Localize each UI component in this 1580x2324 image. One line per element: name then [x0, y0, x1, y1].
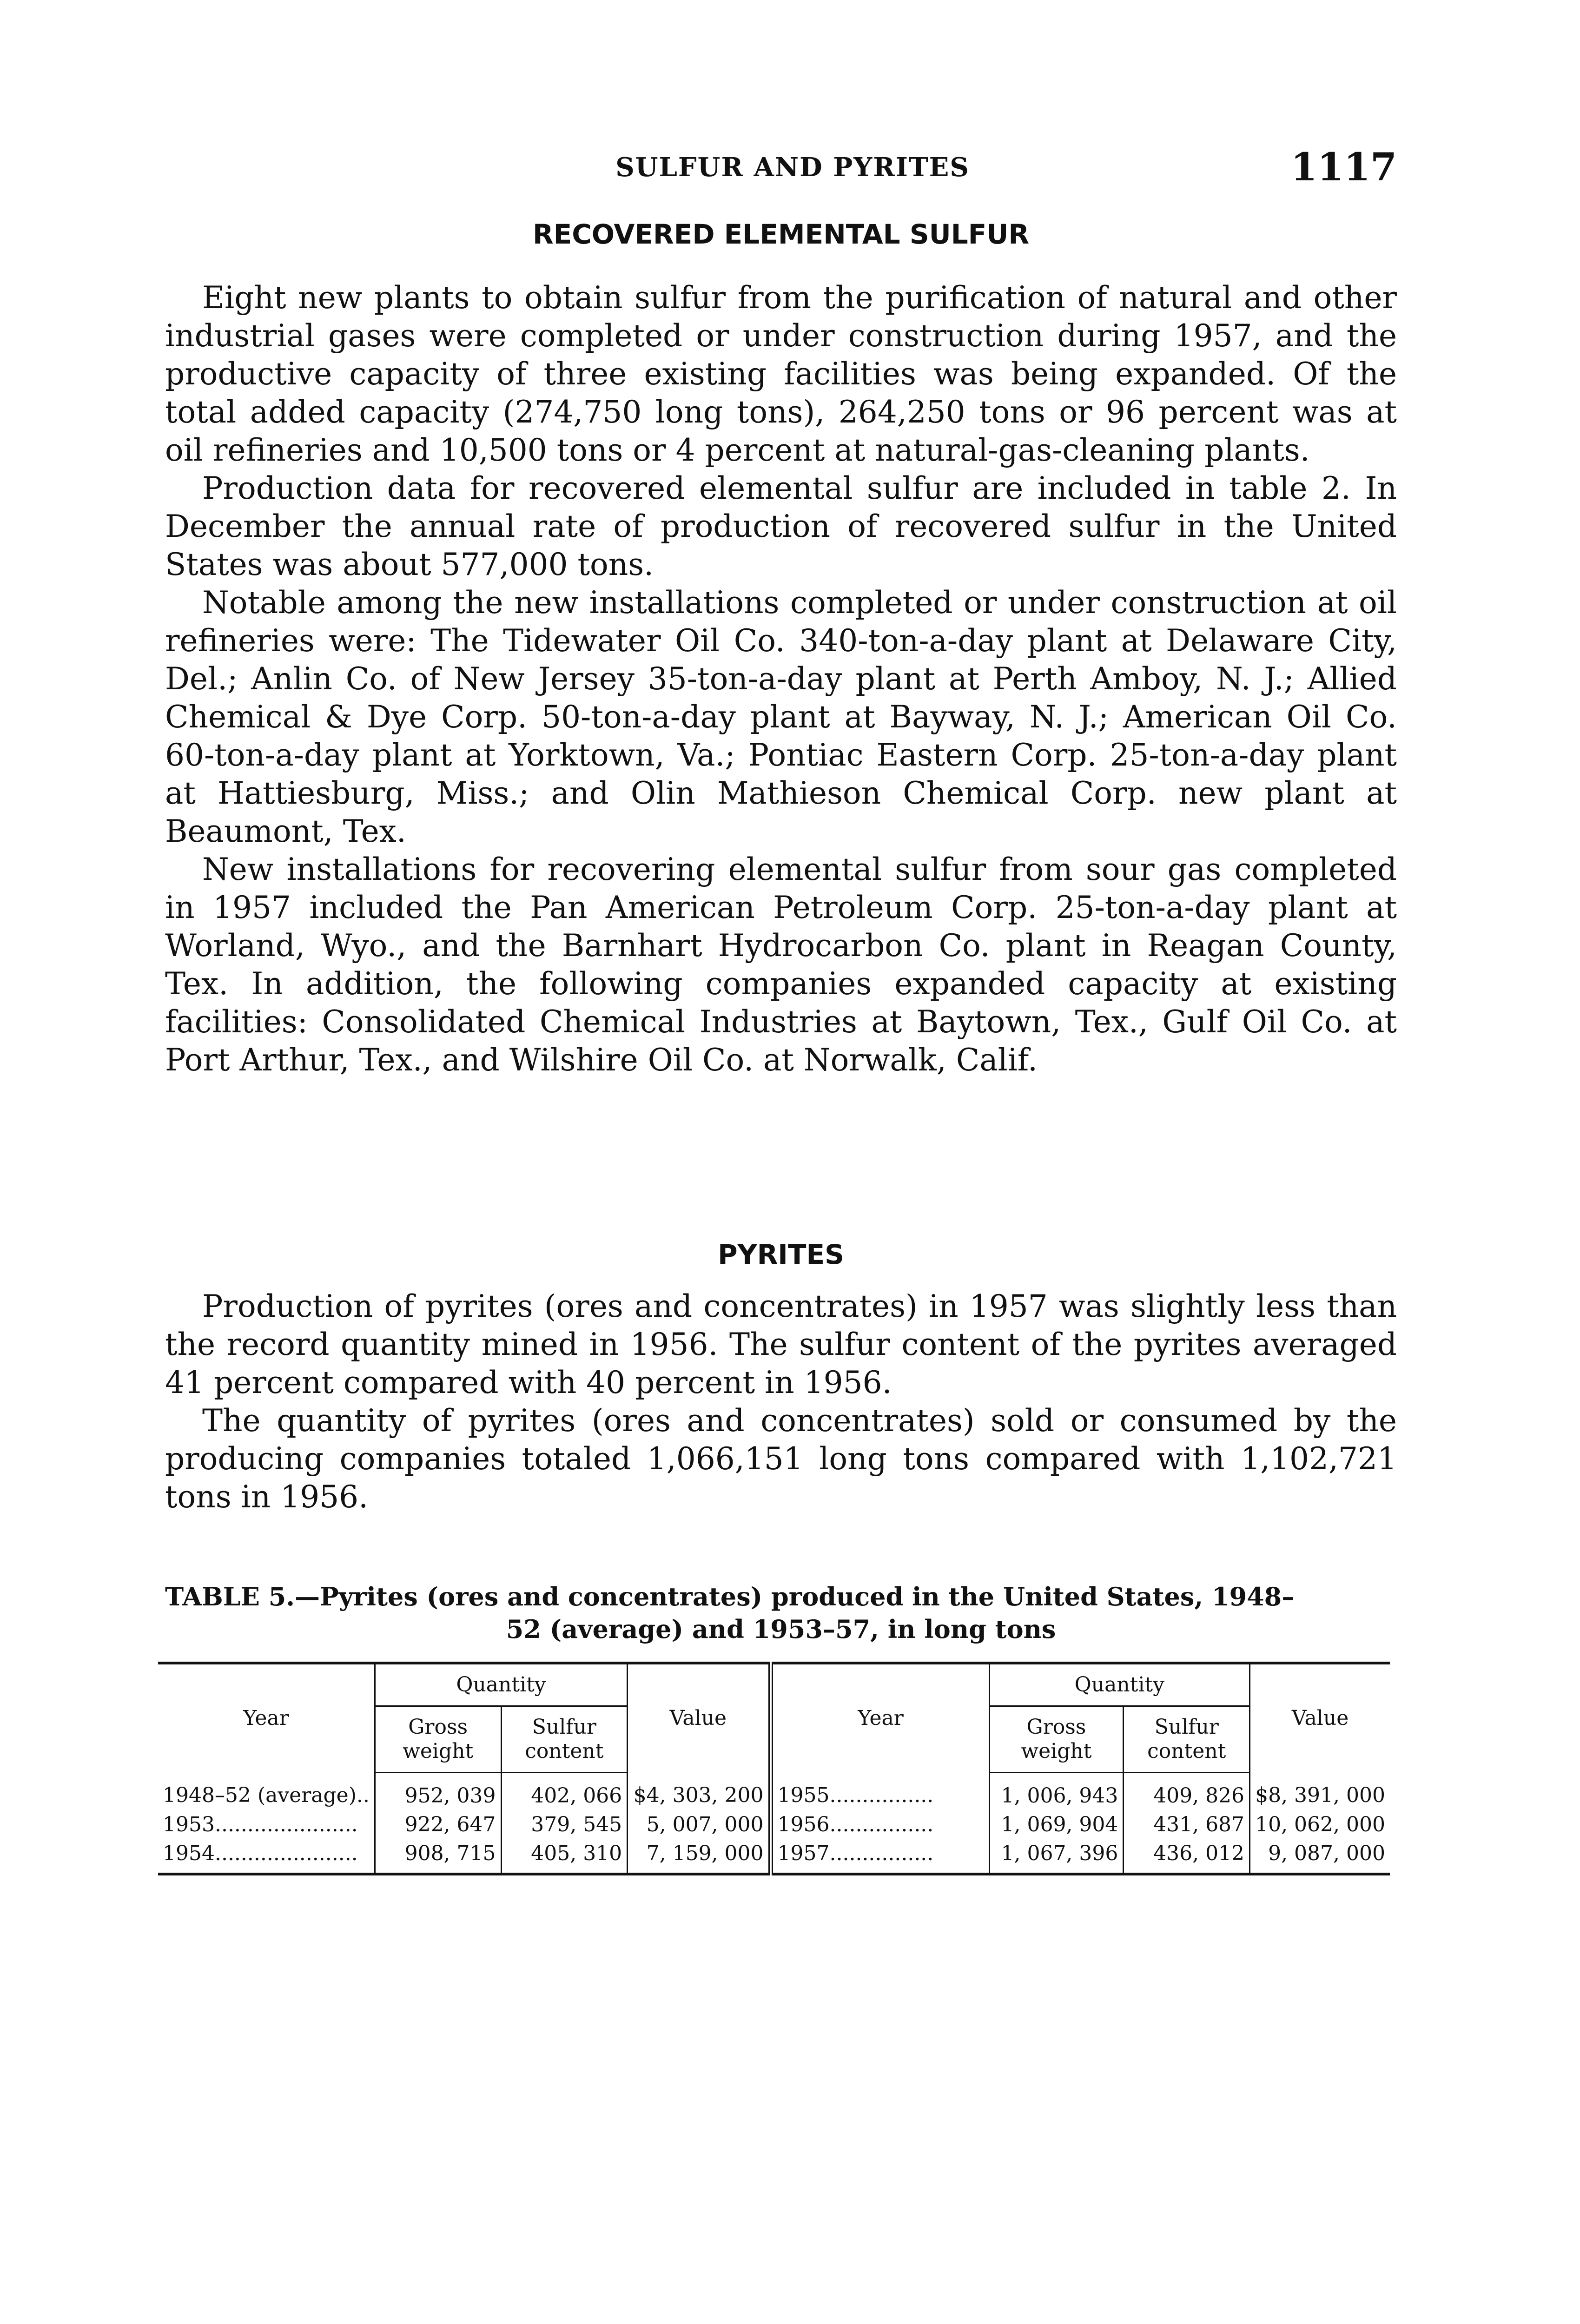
cell-value: $8, 391, 000 [1250, 1773, 1390, 1811]
cell-value: 9, 087, 000 [1250, 1839, 1390, 1874]
running-title: SULFUR AND PYRITES [615, 152, 970, 183]
cell-value: $4, 303, 200 [628, 1773, 771, 1811]
paragraph: Eight new plants to obtain sulfur from the purification of natural and other industrial gases were completed or under construction during 1957, and the productive capacity of three existing facilities was being expanded. Of the total added capacity (274,750 long tons), 264,250 tons or 96 percent was at oil refineries and 10,500 tons or 4 percent at natural-gas-cleaning plants. [165, 280, 1397, 468]
cell-value: 5, 007, 000 [628, 1810, 771, 1839]
col-header-sulfur-content: Sulfur content [1124, 1706, 1250, 1773]
cell-gross-weight: 952, 039 [375, 1773, 501, 1811]
table-caption [165, 1580, 1397, 1645]
paragraph: The quantity of pyrites (ores and concentrates) sold or consumed by the producing companies totaled 1,066,151 long tons compared with 1,102,721 tons in 1956. [165, 1403, 1397, 1515]
col-header-value: Value [1250, 1663, 1390, 1773]
cell-year: 1948–52 (average).. [163, 1783, 370, 1808]
cell-gross-weight: 922, 647 [375, 1810, 501, 1839]
table-row [158, 1839, 1390, 1874]
col-header-quantity: Quantity [375, 1663, 627, 1706]
cell-sulfur-content: 436, 012 [1124, 1839, 1250, 1874]
cell-sulfur-content: 409, 826 [1124, 1773, 1250, 1811]
cell-gross-weight: 1, 006, 943 [989, 1773, 1124, 1811]
pyrites-table [158, 1662, 1390, 1875]
cell-gross-weight: 1, 069, 904 [989, 1810, 1124, 1839]
cell-value: 10, 062, 000 [1250, 1810, 1390, 1839]
paragraph: Notable among the new installations completed or under construction at oil refineries were: The Tidewater Oil Co. 340-ton-a-day plant at Delaware City, Del.; Anlin Co. of New Jersey 35-ton-a-day plant at Perth Amboy, N. J.; Allied Chemical & Dye Corp. 50-ton-a-day plant at Bayway, N. J.; American Oil Co. 60-ton-a-day plant at Yorktown, Va.; Pontiac Eastern Corp. 25-ton-a-day plant at Hattiesburg, Miss.; and Olin Mathieson Chemical Corp. new plant at Beaumont, Tex. [165, 585, 1397, 849]
paragraph: Production of pyrites (ores and concentrates) in 1957 was slightly less than the record quantity mined in 1956. The sulfur content of the pyrites averaged 41 percent compared with 40 percent in 1956. [165, 1288, 1397, 1400]
cell-gross-weight: 908, 715 [375, 1839, 501, 1874]
table-row [158, 1773, 1390, 1811]
page-header [165, 139, 1397, 195]
col-header-year: Year [771, 1663, 990, 1773]
table-row [158, 1810, 1390, 1839]
cell-gross-weight: 1, 067, 396 [989, 1839, 1124, 1874]
cell-year: 1954...................... [158, 1839, 375, 1874]
col-header-sulfur-content: Sulfur content [501, 1706, 628, 1773]
cell-sulfur-content: 402, 066 [501, 1773, 628, 1811]
cell-value: 7, 159, 000 [628, 1839, 771, 1874]
cell-year: 1956................ [771, 1810, 990, 1839]
paragraph: New installations for recovering elemental sulfur from sour gas completed in 1957 included the Pan American Petroleum Corp. 25-ton-a-day plant at Worland, Wyo., and the Barnhart Hydrocarbon Co. plant in Reagan County, Tex. In addition, the following companies expanded capacity at existing facilities: Consolidated Chemical Industries at Baytown, Tex., Gulf Oil Co. at Port Arthur, Tex., and Wilshire Oil Co. at Norwalk, Calif. [165, 852, 1397, 1078]
cell-sulfur-content: 431, 687 [1124, 1810, 1250, 1839]
section-heading-pyrites: PYRITES [718, 1239, 844, 1270]
table-caption-line2: 52 (average) and 1953–57, in long tons [506, 1614, 1056, 1644]
col-header-gross-weight: Gross weight [375, 1706, 501, 1773]
section-body-recovered-sulfur [165, 279, 1397, 1079]
cell-year: 1955................ [771, 1773, 990, 1811]
cell-year: 1957................ [771, 1839, 990, 1874]
table-caption-line1: TABLE 5.—Pyrites (ores and concentrates) produced in the United States, 1948– [165, 1582, 1295, 1611]
page-number: 1117 [1290, 145, 1397, 190]
paragraph: Production data for recovered elemental sulfur are included in table 2. In December the annual rate of production of recovered sulfur in the United States was about 577,000 tons. [165, 470, 1397, 582]
section-body-pyrites [165, 1287, 1397, 1516]
col-header-gross-weight: Gross weight [989, 1706, 1124, 1773]
col-header-value: Value [628, 1663, 771, 1773]
cell-year: 1953...................... [163, 1813, 358, 1836]
section-heading-recovered-sulfur: RECOVERED ELEMENTAL SULFUR [532, 218, 1030, 250]
col-header-quantity: Quantity [989, 1663, 1249, 1706]
table-header-row [158, 1663, 1390, 1706]
cell-sulfur-content: 379, 545 [501, 1810, 628, 1839]
col-header-year: Year [158, 1663, 375, 1773]
cell-sulfur-content: 405, 310 [501, 1839, 628, 1874]
